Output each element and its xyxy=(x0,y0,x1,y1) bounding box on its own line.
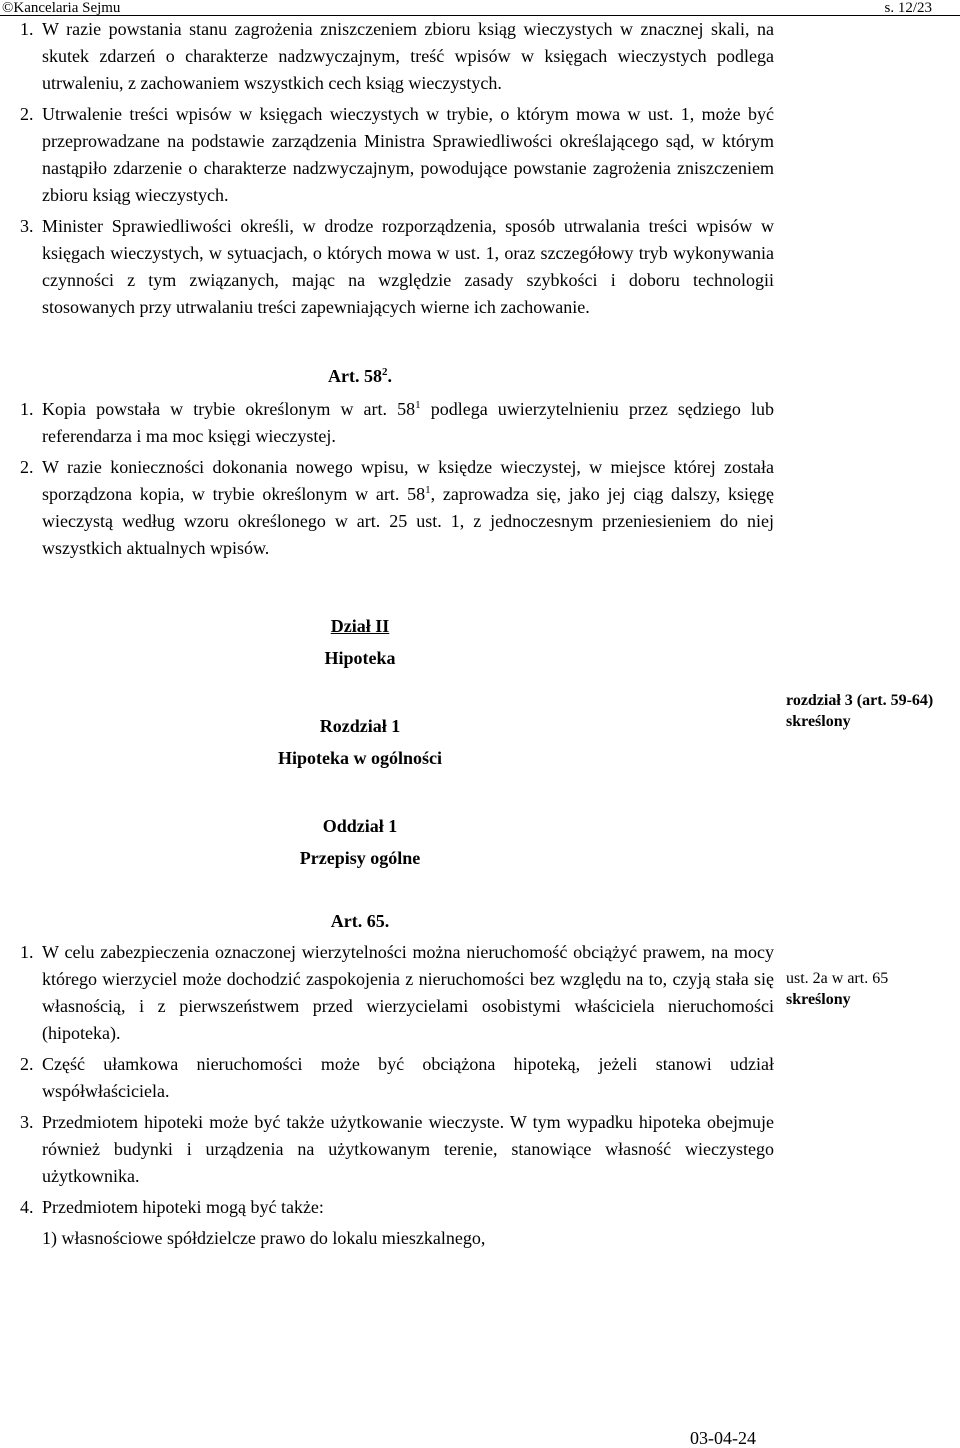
article-title-65: Art. 65. xyxy=(330,911,390,931)
para-text: W razie konieczności dokonania nowego wpisu, w księdze wieczystej, w miejsce której została sporządzona kopia, w trybie określonym w art. 58 xyxy=(42,457,774,504)
division-title xyxy=(42,610,774,642)
art-65-item-1: 1) własnościowe spółdzielcze prawo do lokalu mieszkalnego, xyxy=(42,1228,486,1248)
article-title-end: . xyxy=(387,366,392,386)
para-text: W celu zabezpieczenia oznaczonej wierzytelności można nieruchomość obciążyć prawem, na mocy którego wierzyciel może dochodzić zaspokojenia z nieruchomości bez względu na to, czyją stała się własnością, i z pierwszeństwem przed wierzycielami osobistymi właściciela nieruchomości (hipoteka). xyxy=(42,942,774,1043)
margin-note-line: skreślony xyxy=(786,991,851,1008)
art-58-2-para-2 xyxy=(20,454,774,562)
article-title-sup: 2 xyxy=(381,366,388,378)
division-name: Hipoteka xyxy=(324,648,396,668)
article-title-text: Art. 58 xyxy=(328,366,382,386)
art-58-2-para-1 xyxy=(20,396,774,450)
margin-note-chapter-3 xyxy=(786,690,960,732)
section-title: Oddział 1 xyxy=(322,816,398,836)
para-text-cont: podlega uwierzytelnieniu przez sędziego lub referendarza i ma moc księgi wieczystej. xyxy=(42,399,774,446)
art-65-para-3 xyxy=(20,1109,774,1190)
art-65-para-1 xyxy=(20,939,774,1047)
para-sup: 1 xyxy=(415,399,421,411)
chapter-name: Hipoteka w ogólności xyxy=(277,748,442,768)
para-number: 4. xyxy=(20,1197,34,1217)
para-number: 2. xyxy=(20,104,34,124)
margin-note-line: ust. 2a w art. 65 xyxy=(786,970,889,987)
para-number: 1. xyxy=(20,19,34,39)
para-number: 2. xyxy=(20,457,34,477)
art-65-para-4 xyxy=(20,1194,774,1221)
para-number: 2. xyxy=(20,1054,34,1074)
para-text: W razie powstania stanu zagrożenia zniszczeniem zbioru ksiąg wieczystych w znacznej skali, na skutek zdarzeń o charakterze nadzwyczajnym, treść wpisów w księgach wieczystych podlega utrwaleniu, z zachowaniem wszystkich cech ksiąg wieczystych. xyxy=(42,19,774,93)
para-text: Część ułamkowa nieruchomości może być obciążona hipoteką, jeżeli stanowi udział współwłaściciela. xyxy=(42,1054,774,1101)
para-text: Minister Sprawiedliwości określi, w drodze rozporządzenia, sposób utrwalania treści wpisów w księgach wieczystych, w sytuacjach, o których mowa w ust. 1, oraz szczegółowy tryb wykonywania czynności z tym związanych, mając na względzie zasady szybkości i doboru technologii stosowanych przy utrwalaniu treści zapewniających wierne ich zachowanie. xyxy=(42,216,774,317)
art-58-1-para-3 xyxy=(20,213,774,321)
para-text-cont: , zaprowadza się, jako jej ciąg dalszy, księgę wieczystą według wzoru określonego w art. 25 ust. 1, z jednoczesnym przeniesieniem do niej wszystkich aktualnych wpisów. xyxy=(42,484,774,558)
header-page-number: s. 12/23 xyxy=(884,0,932,16)
article-title-58-2 xyxy=(42,363,774,390)
margin-note-line: rozdział 3 (art. 59-64) xyxy=(786,692,934,709)
art-58-1-para-2 xyxy=(20,101,774,209)
para-number: 1. xyxy=(20,942,34,962)
margin-note-line: skreślony xyxy=(786,713,851,730)
para-text: Przedmiotem hipoteki mogą być także: xyxy=(42,1197,324,1217)
para-number: 3. xyxy=(20,1112,34,1132)
para-text: Utrwalenie treści wpisów w księgach wieczystych w trybie, o którym mowa w ust. 1, może być przeprowadzane na podstawie zarządzenia Ministra Sprawiedliwości określającego sąd, w którym nastąpiło zdarzenie o charakterze nadzwyczajnym, powodujące powstanie zagrożenia zniszczeniem zbioru ksiąg wieczystych. xyxy=(42,104,774,205)
art-65-para-2 xyxy=(20,1051,774,1105)
para-number: 1. xyxy=(20,399,34,419)
division-title-text: Dział II xyxy=(330,616,390,636)
para-text: Kopia powstała w trybie określonym w art. 58 xyxy=(42,399,416,419)
para-text: Przedmiotem hipoteki może być także użytkowanie wieczyste. W tym wypadku hipoteka obejmuje również budynki i urządzenia na użytkowanym terenie, stanowiące własność wieczystego użytkownika. xyxy=(42,1112,774,1186)
margin-note-art-65 xyxy=(786,968,960,1010)
document-body xyxy=(20,16,774,1252)
art-58-1-para-1 xyxy=(20,16,774,97)
para-sup: 1 xyxy=(425,484,431,496)
para-number: 3. xyxy=(20,216,34,236)
chapter-title: Rozdział 1 xyxy=(319,716,401,736)
header-source: ©Kancelaria Sejmu xyxy=(2,0,121,16)
section-name: Przepisy ogólne xyxy=(299,848,421,868)
footer-date: 03-04-24 xyxy=(690,1428,756,1448)
